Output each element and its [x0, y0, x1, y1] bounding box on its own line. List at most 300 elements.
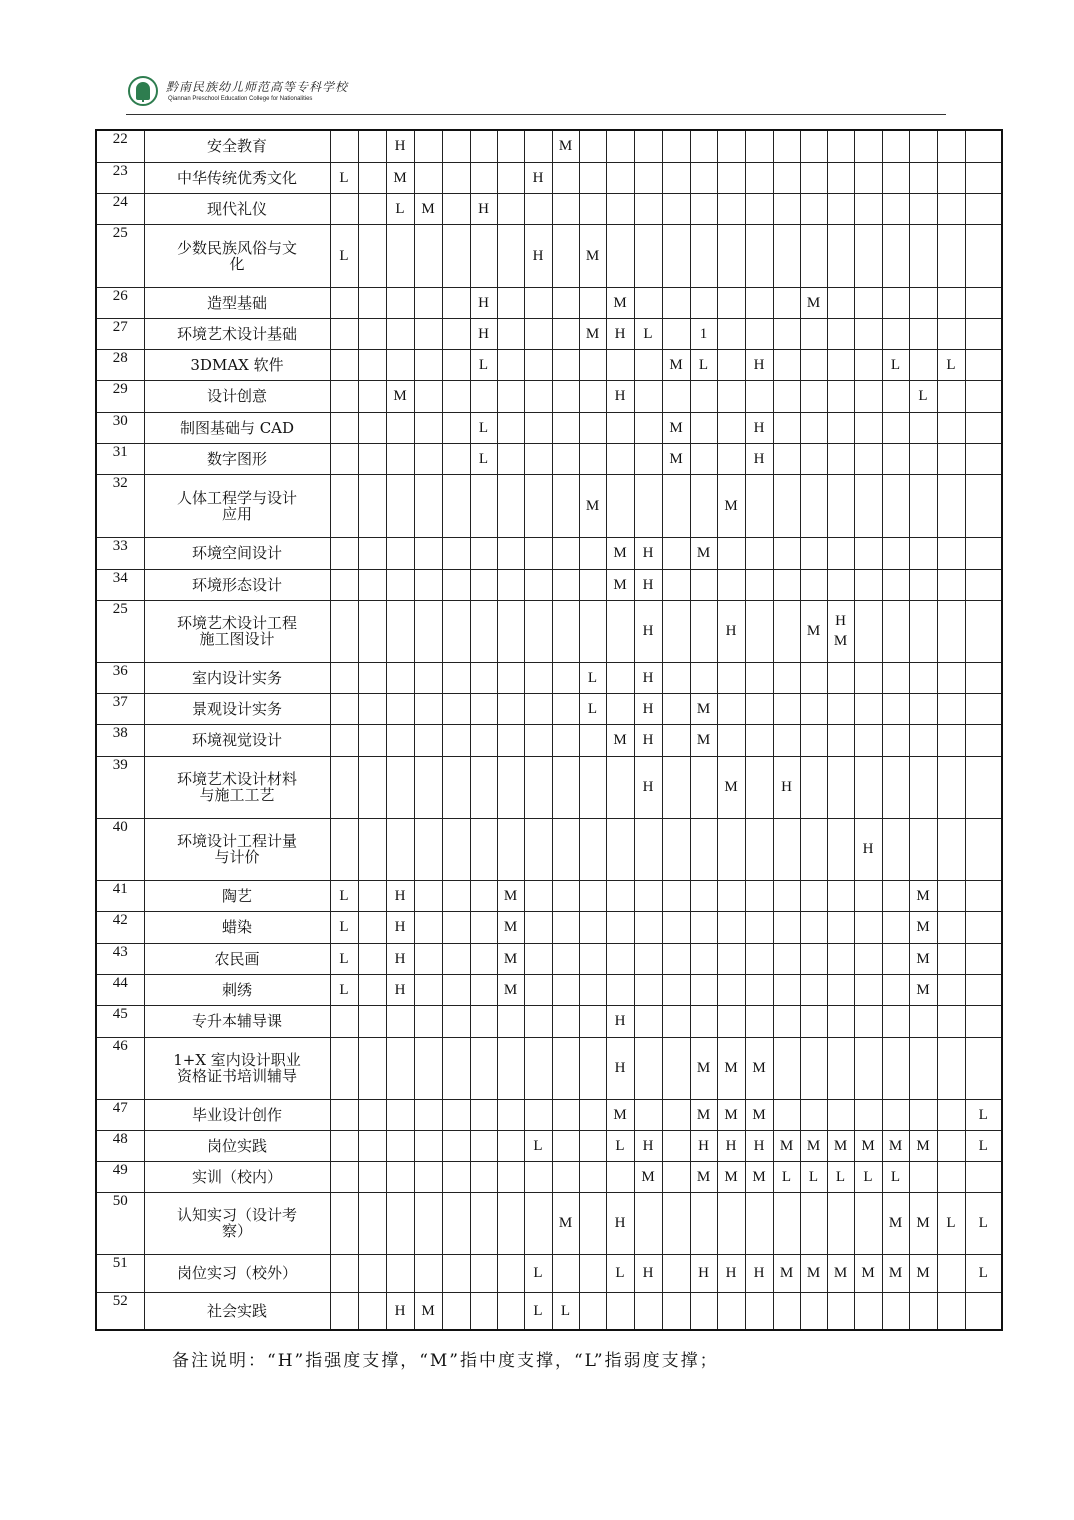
support-cell	[524, 943, 552, 974]
support-cell	[358, 1130, 386, 1161]
support-cell	[470, 911, 497, 943]
support-cell	[965, 569, 1002, 600]
support-cell: M	[745, 1161, 773, 1192]
support-cell	[965, 693, 1002, 724]
support-cell	[330, 1254, 358, 1292]
support-cell	[442, 818, 470, 880]
support-cell	[442, 1161, 470, 1192]
support-cell	[497, 1099, 524, 1130]
row-number: 40	[96, 818, 144, 880]
support-cell	[386, 1254, 414, 1292]
support-cell	[937, 911, 965, 943]
support-cell	[524, 600, 552, 662]
support-cell	[470, 130, 497, 162]
support-cell	[606, 880, 634, 911]
support-cell	[634, 287, 662, 318]
support-cell: H	[634, 693, 662, 724]
support-cell	[358, 724, 386, 756]
support-cell	[800, 662, 827, 693]
support-cell	[358, 193, 386, 224]
support-cell	[442, 974, 470, 1005]
support-cell: L	[882, 349, 909, 380]
support-cell	[965, 600, 1002, 662]
support-cell	[470, 162, 497, 193]
support-cell	[854, 349, 882, 380]
support-cell	[773, 224, 800, 287]
support-cell	[690, 880, 717, 911]
support-cell	[414, 1130, 442, 1161]
support-cell	[470, 693, 497, 724]
support-cell: M	[882, 1254, 909, 1292]
support-cell: H	[717, 1130, 745, 1161]
support-cell	[717, 162, 745, 193]
support-cell	[937, 943, 965, 974]
support-cell: M	[579, 474, 606, 537]
support-cell	[773, 443, 800, 474]
support-cell	[414, 911, 442, 943]
support-cell	[690, 569, 717, 600]
support-cell	[854, 443, 882, 474]
support-cell	[745, 1292, 773, 1330]
support-cell: L	[965, 1130, 1002, 1161]
support-cell	[854, 287, 882, 318]
support-cell	[634, 1099, 662, 1130]
support-cell	[386, 1161, 414, 1192]
support-cell	[745, 193, 773, 224]
support-cell	[745, 1192, 773, 1254]
support-cell	[524, 130, 552, 162]
support-cell	[606, 662, 634, 693]
support-cell	[937, 287, 965, 318]
support-cell	[827, 818, 854, 880]
support-cell	[882, 318, 909, 349]
support-cell	[662, 600, 690, 662]
support-cell: M	[854, 1130, 882, 1161]
support-cell	[662, 569, 690, 600]
support-cell	[524, 537, 552, 569]
support-cell	[358, 756, 386, 818]
support-cell: H	[386, 1292, 414, 1330]
support-cell	[937, 318, 965, 349]
support-cell	[773, 380, 800, 412]
support-cell	[882, 880, 909, 911]
support-cell	[579, 1099, 606, 1130]
support-cell	[552, 1130, 579, 1161]
support-cell: M	[909, 1254, 937, 1292]
support-cell	[442, 1130, 470, 1161]
support-cell	[965, 911, 1002, 943]
support-cell	[882, 537, 909, 569]
support-cell	[882, 380, 909, 412]
support-cell	[745, 318, 773, 349]
table-row	[96, 443, 1002, 474]
support-cell: H	[745, 412, 773, 443]
support-cell	[634, 130, 662, 162]
support-cell: M	[579, 224, 606, 287]
course-name: 环境艺术设计基础	[144, 318, 330, 349]
support-cell	[552, 224, 579, 287]
support-cell	[634, 911, 662, 943]
support-cell	[909, 349, 937, 380]
support-cell	[937, 756, 965, 818]
support-cell	[386, 349, 414, 380]
support-cell	[414, 1254, 442, 1292]
support-cell	[717, 349, 745, 380]
support-cell	[827, 724, 854, 756]
support-cell	[717, 569, 745, 600]
support-cell	[414, 443, 442, 474]
support-cell	[358, 349, 386, 380]
table-row	[96, 349, 1002, 380]
support-cell	[717, 880, 745, 911]
table-row	[96, 662, 1002, 693]
support-cell	[414, 1192, 442, 1254]
support-cell	[552, 600, 579, 662]
support-cell	[442, 724, 470, 756]
support-cell	[745, 724, 773, 756]
course-name: 环境设计工程计量 与计价	[144, 818, 330, 880]
support-cell	[662, 1161, 690, 1192]
support-cell	[882, 443, 909, 474]
support-cell	[606, 1161, 634, 1192]
support-cell	[827, 662, 854, 693]
support-cell	[965, 974, 1002, 1005]
support-cell	[358, 1292, 386, 1330]
support-cell: H	[634, 537, 662, 569]
support-cell	[330, 412, 358, 443]
support-cell	[414, 130, 442, 162]
support-cell	[690, 162, 717, 193]
support-cell: M	[717, 756, 745, 818]
support-cell	[882, 756, 909, 818]
support-cell	[330, 380, 358, 412]
support-cell: H	[386, 130, 414, 162]
support-cell	[882, 1037, 909, 1099]
support-cell	[690, 600, 717, 662]
support-cell	[690, 474, 717, 537]
support-cell	[827, 443, 854, 474]
support-cell	[497, 130, 524, 162]
support-cell: M	[386, 162, 414, 193]
support-cell	[800, 224, 827, 287]
support-cell: L	[552, 1292, 579, 1330]
support-cell	[358, 380, 386, 412]
support-cell	[524, 349, 552, 380]
support-cell	[690, 412, 717, 443]
support-cell	[442, 380, 470, 412]
support-cell	[690, 943, 717, 974]
support-cell	[552, 1161, 579, 1192]
support-cell: L	[330, 880, 358, 911]
support-cell	[470, 474, 497, 537]
row-number: 46	[96, 1037, 144, 1099]
support-cell	[579, 1192, 606, 1254]
support-cell	[773, 1292, 800, 1330]
support-cell	[358, 1161, 386, 1192]
support-cell	[745, 474, 773, 537]
support-cell	[937, 412, 965, 443]
row-number: 29	[96, 380, 144, 412]
support-cell	[330, 1130, 358, 1161]
support-cell	[965, 412, 1002, 443]
support-cell	[358, 1037, 386, 1099]
support-cell	[634, 474, 662, 537]
course-name: 刺绣	[144, 974, 330, 1005]
support-cell: H	[745, 349, 773, 380]
support-cell	[606, 474, 634, 537]
support-cell	[909, 693, 937, 724]
support-cell	[773, 600, 800, 662]
support-cell	[662, 693, 690, 724]
course-name: 安全教育	[144, 130, 330, 162]
support-cell	[524, 443, 552, 474]
support-cell	[470, 724, 497, 756]
support-cell	[800, 569, 827, 600]
support-cell	[773, 911, 800, 943]
support-cell	[662, 880, 690, 911]
support-cell	[854, 537, 882, 569]
support-cell	[690, 1005, 717, 1037]
support-cell: H	[634, 1254, 662, 1292]
support-cell	[414, 693, 442, 724]
support-cell	[937, 224, 965, 287]
course-name: 陶艺	[144, 880, 330, 911]
support-cell: L	[800, 1161, 827, 1192]
support-cell	[330, 318, 358, 349]
support-cell	[662, 911, 690, 943]
school-logo-icon	[128, 76, 158, 106]
support-cell	[800, 818, 827, 880]
support-cell: M	[827, 1130, 854, 1161]
support-cell	[745, 224, 773, 287]
support-cell	[442, 162, 470, 193]
row-number: 44	[96, 974, 144, 1005]
support-cell: M	[690, 724, 717, 756]
support-cell	[965, 224, 1002, 287]
support-cell	[497, 443, 524, 474]
support-cell: H	[386, 880, 414, 911]
support-cell	[497, 537, 524, 569]
support-cell	[717, 974, 745, 1005]
support-cell	[717, 318, 745, 349]
support-cell	[854, 569, 882, 600]
support-cell	[800, 724, 827, 756]
support-cell	[358, 600, 386, 662]
support-cell	[414, 1037, 442, 1099]
support-cell	[662, 1292, 690, 1330]
support-cell	[909, 287, 937, 318]
support-cell	[662, 662, 690, 693]
support-cell	[579, 1005, 606, 1037]
support-cell	[800, 974, 827, 1005]
support-cell	[965, 287, 1002, 318]
support-cell	[717, 693, 745, 724]
support-cell	[800, 943, 827, 974]
support-cell	[773, 818, 800, 880]
support-cell	[773, 943, 800, 974]
support-cell	[606, 193, 634, 224]
support-cell	[330, 818, 358, 880]
support-cell	[552, 756, 579, 818]
support-cell	[579, 1161, 606, 1192]
support-cell	[827, 537, 854, 569]
support-cell	[773, 287, 800, 318]
support-cell	[717, 537, 745, 569]
support-cell	[634, 380, 662, 412]
support-cell	[470, 818, 497, 880]
support-cell	[579, 1254, 606, 1292]
support-cell: H	[634, 1130, 662, 1161]
course-name: 景观设计实务	[144, 693, 330, 724]
support-cell	[690, 380, 717, 412]
support-cell	[386, 1099, 414, 1130]
support-cell	[497, 193, 524, 224]
support-cell	[579, 380, 606, 412]
course-name: 现代礼仪	[144, 193, 330, 224]
support-cell: M	[882, 1192, 909, 1254]
support-cell	[937, 600, 965, 662]
support-cell	[358, 569, 386, 600]
row-number: 51	[96, 1254, 144, 1292]
support-cell	[937, 818, 965, 880]
table-row	[96, 474, 1002, 537]
support-cell	[937, 130, 965, 162]
support-cell	[579, 974, 606, 1005]
support-cell	[909, 1005, 937, 1037]
course-name: 毕业设计创作	[144, 1099, 330, 1130]
page-header	[126, 74, 946, 115]
support-cell	[442, 287, 470, 318]
support-cell	[717, 224, 745, 287]
support-cell	[773, 130, 800, 162]
support-cell	[634, 1292, 662, 1330]
support-cell	[662, 318, 690, 349]
support-cell	[937, 193, 965, 224]
support-cell	[606, 818, 634, 880]
support-cell	[358, 1099, 386, 1130]
support-cell: M	[909, 943, 937, 974]
support-cell	[745, 943, 773, 974]
support-cell: H	[470, 193, 497, 224]
support-cell	[358, 974, 386, 1005]
support-cell	[470, 1130, 497, 1161]
support-cell: H	[690, 1254, 717, 1292]
support-cell: L	[330, 224, 358, 287]
school-name-cn: 黔南民族幼儿师范高等专科学校	[166, 80, 349, 94]
support-cell	[773, 537, 800, 569]
support-cell	[882, 662, 909, 693]
support-cell	[965, 318, 1002, 349]
support-cell: L	[634, 318, 662, 349]
support-cell: L	[854, 1161, 882, 1192]
support-cell: M	[690, 1161, 717, 1192]
support-cell: M	[552, 1192, 579, 1254]
support-cell	[662, 1254, 690, 1292]
support-cell	[386, 818, 414, 880]
support-cell: M	[552, 130, 579, 162]
support-cell	[965, 537, 1002, 569]
support-cell	[717, 1005, 745, 1037]
support-cell	[773, 474, 800, 537]
support-cell	[330, 569, 358, 600]
support-cell	[579, 537, 606, 569]
support-cell	[882, 693, 909, 724]
support-cell	[606, 349, 634, 380]
support-cell	[414, 1161, 442, 1192]
support-cell	[414, 380, 442, 412]
course-name: 设计创意	[144, 380, 330, 412]
support-cell: L	[827, 1161, 854, 1192]
support-cell	[497, 412, 524, 443]
support-cell	[690, 1192, 717, 1254]
row-number: 27	[96, 318, 144, 349]
support-cell	[414, 756, 442, 818]
support-cell	[937, 474, 965, 537]
support-cell: M	[717, 1099, 745, 1130]
table-row	[96, 193, 1002, 224]
support-cell	[552, 193, 579, 224]
support-cell	[773, 662, 800, 693]
support-cell: M	[634, 1161, 662, 1192]
row-number: 41	[96, 880, 144, 911]
support-cell	[414, 162, 442, 193]
support-cell	[579, 130, 606, 162]
support-cell: M	[579, 318, 606, 349]
support-cell	[800, 1192, 827, 1254]
support-cell	[662, 474, 690, 537]
support-cell: L	[579, 693, 606, 724]
support-cell	[965, 880, 1002, 911]
support-cell: L	[524, 1254, 552, 1292]
support-cell	[442, 474, 470, 537]
support-cell	[800, 1292, 827, 1330]
support-cell	[330, 1099, 358, 1130]
support-cell	[854, 193, 882, 224]
support-cell	[470, 756, 497, 818]
table-row	[96, 287, 1002, 318]
support-cell	[414, 724, 442, 756]
support-cell: H	[386, 943, 414, 974]
support-cell: M	[497, 880, 524, 911]
support-cell	[386, 318, 414, 349]
support-cell	[717, 443, 745, 474]
support-cell	[745, 380, 773, 412]
table-row	[96, 224, 1002, 287]
support-cell	[497, 818, 524, 880]
support-cell	[386, 1005, 414, 1037]
support-cell	[470, 224, 497, 287]
support-cell	[497, 662, 524, 693]
support-cell	[745, 1005, 773, 1037]
support-cell	[552, 349, 579, 380]
support-cell	[414, 224, 442, 287]
support-cell	[800, 880, 827, 911]
support-cell	[717, 724, 745, 756]
support-cell	[827, 474, 854, 537]
support-cell	[634, 1192, 662, 1254]
support-cell	[827, 1005, 854, 1037]
support-cell	[552, 880, 579, 911]
support-cell	[579, 911, 606, 943]
support-cell	[552, 693, 579, 724]
support-cell	[882, 474, 909, 537]
support-cell	[965, 662, 1002, 693]
school-name-en: Qiannan Preschool Education College for Nationalities	[168, 96, 313, 102]
support-cell	[414, 569, 442, 600]
support-cell	[662, 380, 690, 412]
support-cell	[524, 569, 552, 600]
support-cell: M	[717, 1161, 745, 1192]
